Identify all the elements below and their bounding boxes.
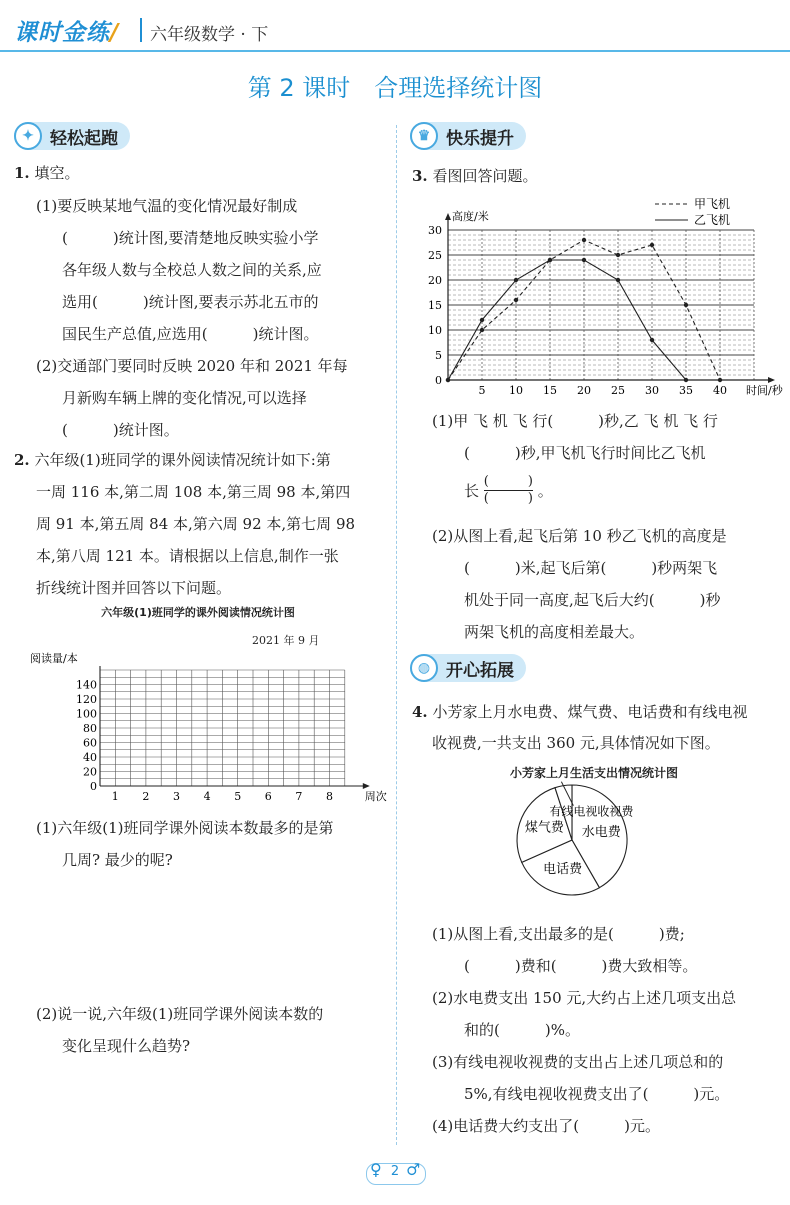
- y-tick-label: 120: [76, 693, 97, 706]
- data-point: [684, 303, 688, 307]
- q2-sub2-answer-area[interactable]: [36, 1066, 376, 1146]
- x-tick-label: 6: [264, 790, 272, 803]
- q3-sub2: 两架飞机的高度相差最大。: [464, 623, 645, 641]
- q2-line: 本,第八周 121 本。请根据以上信息,制作一张: [36, 547, 339, 565]
- q4-sub: ( )费和( )费大致相等。: [464, 957, 698, 975]
- header-divider: [140, 18, 142, 42]
- q1-stem: 1. 填空。: [14, 164, 80, 182]
- q1-line: ( )统计图,要清楚地反映实验小学: [62, 229, 319, 247]
- q1-line: 国民生产总值,应选用( )统计图。: [62, 325, 319, 343]
- x-tick-label: 15: [543, 384, 557, 397]
- x-tick-label: 8: [326, 790, 333, 803]
- data-point: [514, 278, 518, 282]
- page-number: 2: [390, 1164, 400, 1179]
- q2-sub1: (1)六年级(1)班同学课外阅读本数最多的是第: [36, 819, 334, 837]
- q4-sub: (3)有线电视收视费的支出占上述几项总和的: [432, 1053, 724, 1071]
- x-tick-label: 4: [203, 790, 211, 803]
- q3-stem: 3. 看图回答问题。: [412, 167, 538, 185]
- y-axis-label: 阅读量/本: [30, 652, 78, 665]
- q3-sub2: 机处于同一高度,起飞后大约( )秒: [464, 591, 721, 609]
- lesson-title: 第 2 课时 合理选择统计图: [247, 74, 543, 102]
- reading-chart-title: 六年级(1)班同学的课外阅读情况统计图: [101, 606, 295, 619]
- q4-line: 4. 小芳家上月水电费、煤气费、电话费和有线电视: [412, 703, 748, 721]
- x-tick-label: 10: [509, 384, 523, 397]
- data-point: [718, 378, 722, 382]
- y-tick-label: 5: [435, 349, 442, 362]
- q4-sub: (2)水电费支出 150 元,大约占上述几项支出总: [432, 989, 737, 1007]
- brand-logo: 课时金练/: [14, 20, 120, 46]
- q3-sub2: ( )米,起飞后第( )秒两架飞: [464, 559, 718, 577]
- section-warmup: ✦ 轻松起跑: [14, 122, 130, 150]
- y-axis-label: 高度/米: [452, 210, 489, 223]
- x-tick-label: 1: [111, 790, 119, 803]
- q2-sub1: 几周? 最少的呢?: [62, 851, 173, 869]
- plane-height-chart: [410, 194, 785, 400]
- pie-label: 有线电视收视费: [549, 804, 634, 819]
- q2-line: 折线统计图并回答以下问题。: [36, 579, 232, 597]
- data-point: [548, 258, 552, 262]
- x-axis-label: 时间/秒: [746, 384, 783, 397]
- y-tick-label: 0: [435, 374, 442, 387]
- data-point: [514, 298, 518, 302]
- x-tick-label: 5: [234, 790, 242, 803]
- data-point: [616, 253, 620, 257]
- y-axis-arrow: [445, 213, 451, 220]
- data-point: [480, 328, 484, 332]
- q4-sub: (1)从图上看,支出最多的是( )费;: [432, 925, 685, 943]
- data-point: [684, 378, 688, 382]
- q1-line: (2)交通部门要同时反映 2020 年和 2021 年每: [36, 357, 348, 375]
- data-point: [616, 278, 620, 282]
- pie-label: 煤气费: [524, 820, 564, 836]
- fraction-denominator[interactable]: ( ): [483, 491, 533, 506]
- y-tick-label: 20: [428, 274, 442, 287]
- x-tick-label: 7: [295, 790, 303, 803]
- y-tick-label: 10: [428, 324, 442, 337]
- q3-sub1: (1)甲 飞 机 飞 行( )秒,乙 飞 机 飞 行: [432, 412, 718, 430]
- y-tick-label: 60: [83, 736, 97, 750]
- x-axis-label: 周次: [364, 790, 387, 803]
- x-tick-label: 2: [142, 790, 150, 803]
- q2-line: 2. 六年级(1)班同学的课外阅读情况统计如下:第: [14, 451, 331, 469]
- q4-sub: 5%,有线电视收视费支出了( )元。: [464, 1085, 730, 1103]
- y-tick-label: 15: [428, 299, 442, 312]
- x-tick-label: 35: [679, 384, 693, 397]
- q4-sub: (4)电话费大约支出了( )元。: [432, 1117, 660, 1135]
- data-point: [446, 378, 450, 382]
- expense-pie-chart: [500, 782, 720, 914]
- q2-line: 一周 116 本,第二周 108 本,第三周 98 本,第四: [36, 483, 351, 501]
- legend-label: 甲飞机: [694, 197, 731, 211]
- grade-label: 六年级数学 · 下: [150, 25, 269, 45]
- person-icon: ♂: [406, 1160, 421, 1179]
- x-tick-label: 40: [713, 384, 727, 397]
- fraction-numerator[interactable]: ( ): [483, 474, 533, 489]
- x-axis-arrow: [363, 783, 370, 789]
- x-axis-arrow: [768, 377, 775, 383]
- header-rule: [0, 50, 790, 52]
- y-tick-label: 30: [428, 224, 442, 237]
- q2-sub2: 变化呈现什么趋势?: [62, 1037, 191, 1055]
- data-point: [650, 243, 654, 247]
- x-tick-label: 30: [645, 384, 659, 397]
- y-tick-label: 20: [83, 765, 97, 779]
- q4-line: 收视费,一共支出 360 元,具体情况如下图。: [432, 734, 720, 752]
- q1-line: (1)要反映某地气温的变化情况最好制成: [36, 197, 298, 215]
- y-tick-label: 0: [90, 780, 97, 793]
- q2-line: 周 91 本,第五周 84 本,第六周 92 本,第七周 98: [36, 515, 356, 533]
- q2-sub2: (2)说一说,六年级(1)班同学课外阅读本数的: [36, 1005, 324, 1023]
- legend-label: 乙飞机: [694, 213, 731, 227]
- reading-chart-date: 2021 年 9 月: [252, 634, 320, 647]
- y-tick-label: 140: [76, 678, 97, 692]
- y-tick-label: 100: [76, 707, 97, 721]
- q3-sub1: ( )秒,甲飞机飞行时间比乙飞机: [464, 444, 706, 462]
- q3-sub2: (2)从图上看,起飞后第 10 秒乙飞机的高度是: [432, 527, 727, 545]
- q1-line: 各年级人数与全校总人数之间的关系,应: [62, 261, 322, 279]
- reading-grid-chart[interactable]: [30, 648, 387, 810]
- section-extend: ◍ 开心拓展: [410, 654, 526, 682]
- q1-line: 月新购车辆上牌的变化情况,可以选择: [62, 389, 307, 407]
- data-point: [480, 318, 484, 322]
- person-icon: ♀: [370, 1160, 382, 1179]
- pie-chart-title: 小芳家上月生活支出情况统计图: [509, 766, 678, 780]
- y-tick-label: 80: [83, 722, 97, 735]
- q3-sub1-fraction: 长 ( ) ( ) 。: [464, 474, 553, 506]
- column-divider: [396, 125, 397, 1145]
- pie-label: 水电费: [581, 825, 621, 841]
- x-tick-label: 3: [173, 790, 180, 803]
- y-tick-label: 25: [428, 249, 442, 262]
- pie-label: 电话费: [543, 861, 583, 877]
- globe-icon: ◍: [410, 654, 438, 682]
- q1-line: 选用( )统计图,要表示苏北五市的: [62, 293, 319, 311]
- data-point: [582, 238, 586, 242]
- x-tick-label: 20: [577, 384, 591, 397]
- runner-icon: ✦: [14, 122, 42, 150]
- x-tick-label: 25: [611, 384, 625, 397]
- trophy-icon: ♛: [410, 122, 438, 150]
- data-point: [582, 258, 586, 262]
- section-happy: ♛ 快乐提升: [410, 122, 526, 150]
- x-tick-label: 5: [478, 384, 486, 397]
- q1-line: ( )统计图。: [62, 421, 179, 439]
- data-point: [650, 338, 654, 342]
- y-tick-label: 40: [83, 751, 97, 764]
- q2-sub1-answer-area[interactable]: [36, 880, 376, 995]
- q4-sub: 和的( )%。: [464, 1021, 580, 1039]
